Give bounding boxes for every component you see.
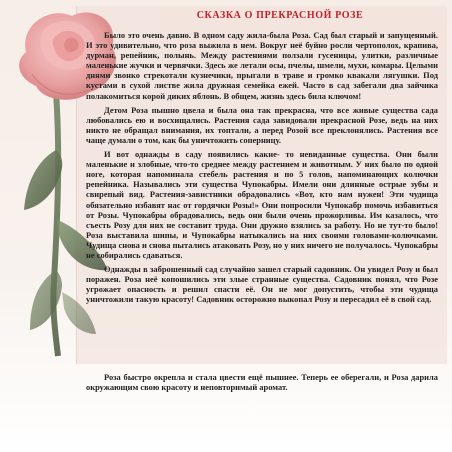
paragraph: Роза быстро окрепла и стала цвести ещё пышнее. Теперь ее оберегали, и Роза дарила окружающим свою красоту и неповторимый аромат. [86,372,438,393]
story-ending [86,372,438,392]
paragraph: И вот однажды в саду появились какие- то невиданные существа. Они были маленькие и злобные, что-то среднее между растением и животным. У них было по одной ноге, которая напоминала стебель растения и по 5 голов, напоминающих колючки репейника. Назывались эти существа Чупокабры. Имели они длинные острые зубы и свирепый вид. Растения-завистники обрадовались «Вот, кто нам нужен! Эти чудища обязательно избавят нас от гордячки Розы!» Они попросили Чупокабр помочь избавиться от Розы. Чупокабры обрадовались, ведь они были очень прожорливы. Им казалось, что съесть Розу для них не составит труда. Они дружно взялись за работу. Но не тут-то было! Роза выставила шипы, и Чупокабры натыкались на них своими головами-колючками. Чудища снова и снова пытались атаковать Розу, но у них ничего не получалось. Чупокабры не собирались сдаваться. [86,149,438,260]
paragraph: Однажды в заброшенный сад случайно зашел старый садовник. Он увидел Розу и был поражен. Роза неё копошились эти злые странные существа. Садовник понял, что Розе угрожает опасность и решил спасти её. Он не мог допустить, чтобы эти чудища уничтожили такую красоту! Садовник осторожно выкопал Розу и пересадил её в свой сад. [86,264,438,305]
story-body [86,30,438,308]
paragraph: Было это очень давно. В одном саду жила-была Роза. Сад был старый и запущенный. И это удивительно, что роза выжила в нем. Вокруг неё буйно росли чертополох, крапива, дурман, репейник, полынь. Между растениями ползали гусеницы, улитки, различные маленькие жучки и червячки. Здесь же летали осы, пчелы, шмели, мухи, комары. Целыми днями звонко стрекотали кузнечики, прыгали в траве и громко квакали лягушки. Под кустами в сухой листве жила дружная семейка ежей. Часто в сад забегали два зайчика полакомиться корой диких яблонь. В общем, жизнь здесь била ключом! [86,30,438,101]
story-title: СКАЗКА О ПРЕКРАСНОЙ РОЗЕ [196,10,364,21]
paragraph: Детом Роза пышно цвела и была она так прекрасна, что все живые существа сада любовались ею и восхищались. Растения сада завидовали прекрасной Розе, ведь на них никто не обращал внимания, их топтали, а перед Розой все преклонялись. Растения все чаще думали о том, как бы уничтожить соперницу. [86,104,438,145]
